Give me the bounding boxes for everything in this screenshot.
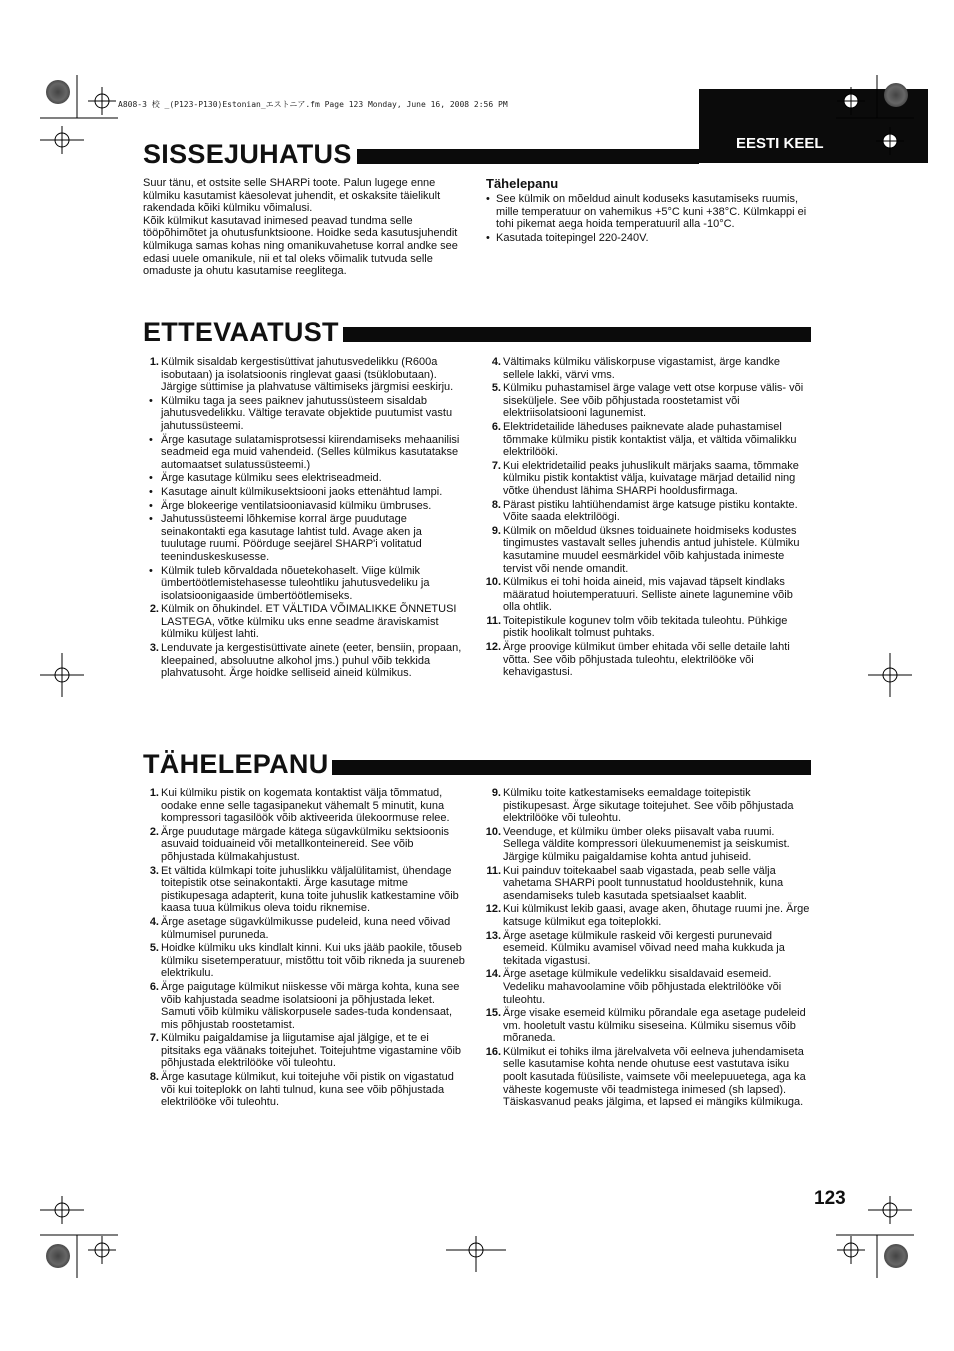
item-text: Külmiku puhastamisel ärge valage vett otse korpuse välis- või siseküljele. See võib põhjustada roostetamist või elektriisolatsiooni lagunemist.	[503, 382, 804, 420]
list-item	[149, 434, 464, 472]
sissejuhatus-title: SISSEJUHATUS	[143, 139, 352, 169]
item-text: Külmikut ei tohiks ilma järelvalveta või eelneva juhendamiseta selle kasutamise kohta nende ohutuse eest vastutava isiku poolt kasutada füüsiliste, vaimsete või meelepuuetega, aga ka väheste kogemuste või teadmistega inimesed (sh lapsed). Täiskasvanud peaks jälgima, et lapsed ei mängiks külmikuga.	[503, 1045, 806, 1109]
list-item	[149, 642, 464, 680]
item-text: Ärge asetage sügavkülmikusse pudeleid, kuna need võivad külmumisel puruneda.	[161, 915, 451, 941]
item-text: Külmiku taga ja sees paiknev jahutussüsteem sisaldab jahutusvedelikku. Vältige teravate objektide puutumist vastu jahutussüsteemi.	[161, 394, 453, 432]
item-number: 9.	[491, 787, 501, 799]
item-number: 10.	[485, 825, 501, 838]
list-item	[486, 614, 811, 640]
item-text: Ärge proovige külmikut ümber ehitada või selle detaile lahti võtta. See võib põhjustada tuleohtu, elektrilööke või kehavigastusi.	[503, 641, 790, 679]
list-item	[491, 421, 811, 459]
list-item	[149, 942, 466, 980]
list-item	[149, 513, 464, 563]
item-text: Kasutage ainult külmikusektsiooni jaoks ettenähtud lampi.	[161, 485, 443, 498]
item-number: 11.	[486, 614, 501, 627]
item-number: 12.	[485, 641, 501, 654]
tahelepanu-title: TÄHELEPANU	[143, 749, 329, 779]
item-number: 11.	[486, 864, 501, 877]
item-text: Ärge kasutage külmikut, kui toitejuhe või pistik on vigastatud või kui toiteplokk on lahti tulnud, kuna see võib põhjustada elektrilööke või tuleohtu.	[161, 1071, 454, 1109]
crosshair-icon	[40, 653, 84, 697]
item-number: 5.	[149, 942, 159, 955]
item-text: Vältimaks külmiku väliskorpuse vigastamist, ärge kandke sellele lakki, värvi vms.	[503, 356, 780, 381]
item-text: Lenduvate ja kergestisüttivate ainete (eeter, bensiin, propaan, kleepained, absoluutne alkohol jms.) puhul võib tekkida plahvatusoht. Ärge hoidke selliseid aineid külmikus.	[161, 642, 462, 680]
item-number: 8.	[149, 1071, 159, 1084]
item-text: Ärge kasutage külmiku sees elektriseadmeid.	[161, 472, 382, 485]
item-number: 12.	[485, 903, 501, 916]
list-item	[149, 356, 464, 394]
crosshair-icon	[868, 653, 912, 697]
note-heading: Tähelepanu	[486, 176, 559, 191]
registration-circle-icon	[46, 1244, 70, 1268]
list-item	[149, 486, 464, 499]
item-number: 5.	[491, 382, 501, 395]
item-text: Kui elektridetailid peaks juhuslikult märjaks saama, tõmmake külmiku pistik kontaktist välja, kuivatage märjad detailid ning võtke ühendust lähima SHARPi hooldusfirmaga.	[503, 459, 799, 497]
list-item: • See külmik on mõeldud ainult koduseks kasutamiseks ruumis, mille temperatuur on vahemikus +5°C kuni +38°C. Külmkappi ei tohi pikemat aega hoida temperatuuril alla -10°C.	[486, 193, 816, 231]
item-text: Külmiku toite katkestamiseks eemaldage toitepistik pistikupesast. Ärge sikutage toitejuhet. See võib põhjustada elektrilööke või tuleohtu.	[503, 787, 794, 825]
item-number: 8.	[491, 498, 501, 511]
item-text: Jahutussüsteemi lõhkemise korral ärge puudutage seinakontakti ega kasutage lahtist tuld. Avage aken ja tuulutage ruumi. Pöörduge seejärel SHARP'i volitatud teeninduskeskusesse.	[161, 513, 422, 563]
crosshair-icon	[88, 87, 116, 115]
list-item	[149, 1032, 466, 1070]
list-item	[485, 1045, 811, 1109]
item-text: Pärast pistiku lahtiühendamist ärge katsuge pistiku kontakte. Võite saada elektrilöögi.	[503, 498, 798, 524]
item-number: 10.	[485, 576, 501, 589]
crosshair-icon	[446, 1236, 506, 1272]
item-text: Ärge puudutage märgade kätega sügavkülmiku sektsioonis asuvaid toiduaineid või metallkonteinereid. See võib põhjustada külmakahjustust.	[161, 825, 450, 863]
tahelepanu-left-column	[149, 787, 466, 1110]
item-text: Ärge asetage külmikule raskeid või kergesti purunevaid esemeid. Külmiku avamisel võivad need maha kukkuda ja tekitada vigastusi.	[503, 929, 785, 967]
list-item	[149, 395, 464, 433]
ettevaatust-title: ETTEVAATUST	[143, 317, 339, 347]
list-item	[485, 903, 811, 928]
list-item	[491, 356, 811, 381]
item-text: Külmiku paigaldamise ja liigutamise ajal jälgige, et te ei pitsitaks ega väänaks toitejuhet. Toitejuhtme vigastamine võib põhjustada elektrilööke või tuleohtu.	[161, 1032, 462, 1070]
page-number: 123	[814, 1188, 846, 1209]
list-item	[149, 865, 466, 915]
registration-circle-icon	[884, 83, 908, 107]
list-item	[491, 499, 811, 524]
list-item	[149, 787, 466, 825]
item-text: Külmikus ei tohi hoida aineid, mis vajavad täpselt kindlaks määratud hoiutemperatuuri. Selliste ainete lagunemine võib olla ohtlik.	[503, 576, 793, 614]
list-item	[149, 981, 466, 1031]
crosshair-icon	[88, 1236, 116, 1264]
item-number: 1.	[149, 787, 159, 799]
item-number: 2.	[149, 825, 159, 838]
list-item	[149, 500, 464, 513]
crosshair-icon	[837, 1236, 865, 1264]
list-item	[149, 826, 466, 864]
item-number: 15.	[485, 1007, 501, 1020]
item-text: Hoidke külmiku uks kindlalt kinni. Kui uks jääb paokile, tõuseb külmiku sisetemperatuur, mistõttu toit võib rikneda ja suureneb elektrikulu.	[161, 942, 465, 980]
note-list	[486, 193, 816, 244]
item-text: Veenduge, et külmiku ümber oleks piisavalt vaba ruumi. Sellega väldite kompressori ülekuumenemist ja seiskumist. Järgige külmiku paigaldamise kohta antud juhiseid.	[503, 825, 790, 863]
list-item	[149, 472, 464, 485]
list-item	[485, 1007, 811, 1045]
language-label: EESTI KEEL	[736, 135, 824, 152]
list-item	[485, 968, 811, 1006]
item-number: 7.	[149, 1032, 159, 1045]
list-item: • Kasutada toitepingel 220-240V.	[486, 232, 816, 245]
item-text: Kui painduv toitekaabel saab vigastada, peab selle välja vahetama SHARPi poolt tunnustatud hooldustehnik, kuna asendamiseks tuleb kasutada spetsiaalset kaablit.	[503, 864, 784, 902]
sissejuhatus-note	[486, 176, 816, 245]
item-number: 6.	[491, 420, 501, 433]
item-text: Ärge visake esemeid külmiku põrandale ega asetage pudeleid vm. hooletult vastu külmiku siseseina. Külmiku sisemus võib mõraneda.	[503, 1007, 806, 1045]
list-item	[149, 603, 464, 641]
intro-paragraph: Kõik külmikut kasutavad inimesed peavad tundma selle tööpõhimõtet ja ohutusfunktsioone. Hoidke seda kasutusjuhendit külmikuga samas kohas ning omanikuvahetuse korral andke see edasi uuele omanikule, nii et tal oleks võimalik tutvuda selle omaduste ja ohutu kasutamise reeglitega.	[143, 214, 458, 278]
ettevaatust-right-column	[485, 356, 811, 680]
item-text: Kui külmikust lekib gaasi, avage aken, õhutage ruumi jne. Ärge katsuge külmikut ega toiteplokki.	[503, 903, 810, 928]
list-item	[485, 641, 811, 679]
list-item	[149, 565, 464, 603]
sissejuhatus-intro	[143, 177, 469, 278]
list-item	[491, 787, 811, 825]
print-header-line: A808-3 校 _(P123-P130)Estonian_エストニア.fm Page 123 Monday, June 16, 2008 2:56 PM	[118, 100, 508, 109]
item-number: 4.	[149, 915, 159, 928]
item-number: 1.	[149, 356, 159, 368]
list-item	[149, 916, 466, 941]
item-text: Et vältida külmkapi toite juhuslikku väljalülitamist, ühendage toitepistik otse seinakontakti. Ärge kasutage mitme pistikupesaga adapterit, kuna toite juhuslik katkestamine võib kaasa tuua külmikus oleva toidu riknemise.	[161, 864, 459, 915]
item-number: 4.	[491, 356, 501, 368]
ettevaatust-title-bar	[343, 327, 811, 342]
item-number: 2.	[149, 603, 159, 616]
tahelepanu-title-bar	[332, 760, 811, 775]
item-number: 7.	[491, 459, 501, 472]
item-number: 16.	[485, 1045, 501, 1058]
item-text: Külmik on õhukindel. ET VÄLTIDA VÕIMALIKKE ÕNNETUSI LASTEGA, võtke külmiku uks enne seadme äraviskamist külmiku küljest lahti.	[161, 603, 457, 641]
item-text: Ärge blokeerige ventilatsiooniavasid külmiku ümbruses.	[161, 499, 432, 512]
tahelepanu-right-column	[485, 787, 811, 1110]
registration-circle-icon	[884, 1244, 908, 1268]
list-item	[491, 460, 811, 498]
item-text: Ärge paigutage külmikut niiskesse või märga kohta, kuna see võib kahjustada seadme isolatsiooni ja põhjustada leket. Samuti võib külmiku väliskorpusele sades-tuda kondensaat, mis põhjustab roostetamist.	[161, 980, 460, 1031]
registration-circle-icon	[46, 80, 70, 104]
item-text: Külmik sisaldab kergestisüttivat jahutusvedelikku (R600a isobutaan) ja isolatsioonis ringlevat gaasi (tsüklobutaan). Järgige süttimise ja plahvatuse vältimiseks järgmisi eeskirju.	[161, 356, 454, 394]
list-item	[149, 1071, 466, 1109]
item-text: Toitepistikule kogunev tolm võib tekitada tuleohtu. Pühkige pistik hoolikalt tolmust puhtaks.	[503, 614, 788, 640]
item-number: 9.	[491, 524, 501, 537]
ettevaatust-left-column	[149, 356, 464, 681]
list-item	[486, 864, 811, 903]
item-number: 3.	[149, 642, 159, 655]
list-item	[485, 825, 811, 864]
item-number: 14.	[485, 968, 501, 981]
item-number: 3.	[149, 864, 159, 877]
list-item	[485, 929, 811, 968]
item-text: Ärge asetage külmikule vedelikku sisaldavaid esemeid. Vedeliku mahavoolamine võib põhjustada elektrilööke või tuleohtu.	[503, 968, 782, 1006]
list-item	[485, 576, 811, 614]
item-number: 6.	[149, 980, 159, 993]
item-text: Elektridetailide läheduses paiknevate alade puhastamisel tõmmake külmiku pistik kontaktist välja, et vältida võimalikku elektrilööki.	[503, 420, 797, 459]
crosshair-icon	[868, 1196, 912, 1224]
list-item	[491, 382, 811, 420]
item-text: Külmik tuleb kõrvaldada nõuetekohaselt. Viige külmik ümbertöötlemistehasesse tuleohtliku jahutusvedeliku ja isolatsioonigaaside ümbertöötlemiseks.	[161, 564, 430, 602]
item-number: 13.	[485, 929, 501, 942]
crosshair-icon	[40, 126, 84, 154]
item-text: Kui külmiku pistik on kogemata kontaktist välja tõmmatud, oodake enne selle tagasipanekut vähemalt 5 minutit, kuna kompressori tagasilöök võib aktiveerida ülekoormuse relee.	[161, 787, 450, 825]
list-item	[491, 525, 811, 575]
item-text: Külmik on mõeldud üksnes toiduainete hoidmiseks kodustes tingimustes vastavalt selles juhendis antud juhistele. Külmiku kasutamine muudel eesmärkidel võib kahjustada inimeste tervist või nende omandit.	[503, 524, 800, 575]
intro-paragraph: Suur tänu, et ostsite selle SHARPi toote. Palun lugege enne külmiku kasutamist käesolevat juhendit, et oskaksite täielikult rakendada kõiki külmiku võimalusi.	[143, 177, 441, 215]
crosshair-icon	[40, 1196, 84, 1224]
sissejuhatus-title-bar	[357, 149, 699, 164]
item-text: Ärge kasutage sulatamisprotsessi kiirendamiseks mehaanilisi seadmeid ega muid vahendeid. (Selles külmikus kasutatakse automaatset sulatussüsteemi.)	[161, 433, 460, 471]
